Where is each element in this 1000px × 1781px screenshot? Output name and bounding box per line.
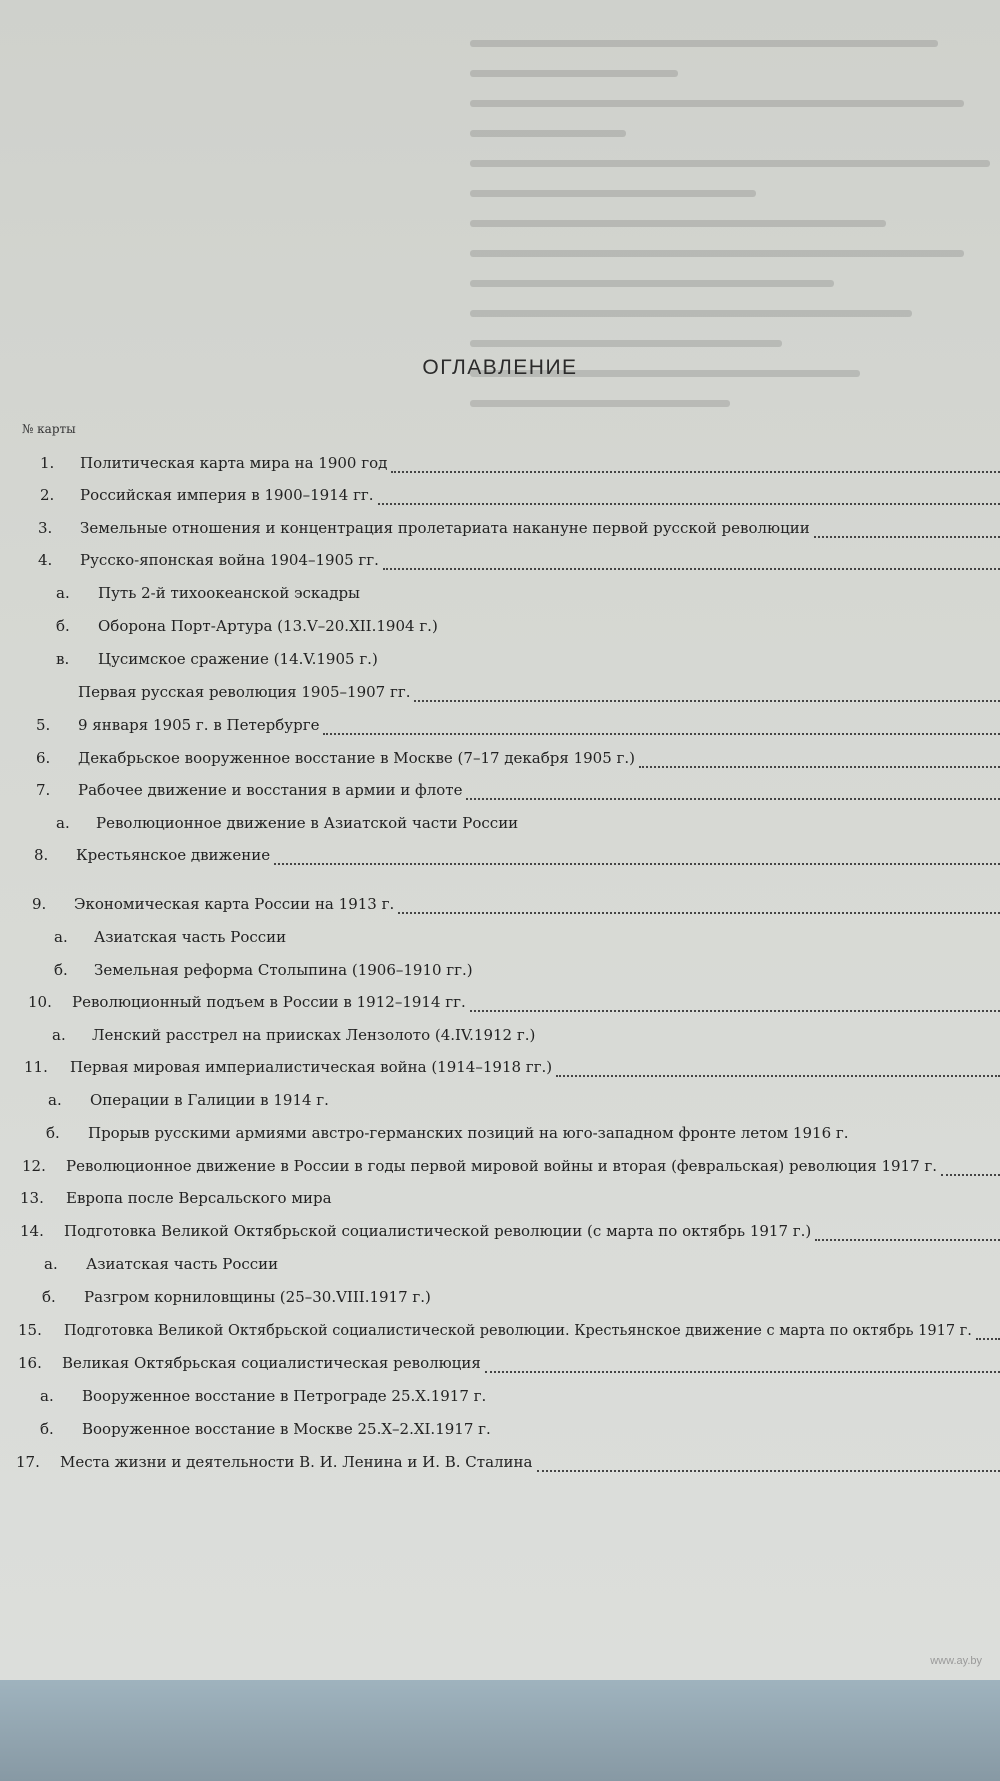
entry-title: Революционное движение в России в годы первой мировой войны и вторая (февральская) революция 1917 г. (66, 1157, 938, 1175)
toc-entry (22, 1157, 1000, 1183)
entry-title: Вооруженное восстание в Москве 25.X–2.XI.1917 г. (82, 1420, 491, 1438)
dot-leader (398, 912, 1000, 914)
entry-title: Крестьянское движение (76, 846, 271, 864)
dot-leader (639, 766, 1000, 768)
entry-number: а. (54, 928, 68, 946)
entry-title: Азиатская часть России (86, 1255, 279, 1273)
entry-title: Русско-японская война 1904–1905 гг. (80, 551, 379, 569)
dot-leader (274, 863, 1000, 865)
toc-entry (56, 650, 1000, 676)
entry-number: 2. (40, 486, 55, 504)
entry-title: Европа после Версальского мира (66, 1189, 332, 1207)
entry-title: Подготовка Великой Октябрьской социалистической революции. Крестьянское движение с марта по октябрь 1917 г. (64, 1323, 972, 1339)
toc-entry (48, 1091, 1000, 1117)
entry-number: б. (54, 961, 68, 979)
entry-number: 4. (38, 551, 53, 569)
toc-entry (38, 519, 1000, 545)
background-surface (0, 1680, 1000, 1781)
entry-number: б. (46, 1124, 60, 1142)
dot-leader (378, 503, 1000, 505)
entry-title: Цусимское сражение (14.V.1905 г.) (98, 650, 378, 668)
entry-title: Вооруженное восстание в Петрограде 25.X.1917 г. (82, 1387, 487, 1405)
dot-leader (556, 1075, 1000, 1077)
toc-entry (28, 993, 1000, 1019)
entry-number: 12. (22, 1157, 46, 1175)
entry-number: 1. (40, 454, 55, 472)
entry-title: Политическая карта мира на 1900 год (80, 454, 388, 472)
entry-number: 15. (18, 1321, 42, 1339)
entry-title: Революционный подъем в России в 1912–1914 гг. (72, 993, 466, 1011)
toc-entry (16, 1453, 1000, 1479)
toc-entry (32, 895, 1000, 921)
dot-leader (383, 568, 1000, 570)
entry-title: Разгром корниловщины (25–30.VIII.1917 г.) (84, 1288, 431, 1306)
entry-title: Подготовка Великой Октябрьской социалистической революции (с марта по октябрь 1917 г.) (64, 1222, 812, 1240)
entry-title: Революционное движение в Азиатской части России (96, 814, 519, 832)
entry-title: Путь 2-й тихоокеанской эскадры (98, 584, 360, 602)
dot-leader (941, 1174, 1000, 1176)
toc-entry (20, 1189, 1000, 1215)
dot-leader (414, 700, 1000, 702)
entry-number: а. (44, 1255, 58, 1273)
entry-number: 5. (36, 716, 51, 734)
toc-entry (40, 486, 1000, 512)
toc-entry (56, 814, 1000, 840)
entry-number: 14. (20, 1222, 44, 1240)
entry-number: а. (40, 1387, 54, 1405)
toc-entry (36, 781, 1000, 807)
dot-leader (814, 536, 1000, 538)
entry-number: 17. (16, 1453, 40, 1471)
dot-leader (391, 471, 1000, 473)
dot-leader (466, 798, 1000, 800)
entry-number: б. (42, 1288, 56, 1306)
show-through-text (470, 40, 990, 460)
dot-leader (976, 1338, 1000, 1340)
entry-title: Места жизни и деятельности В. И. Ленина и И. В. Сталина (60, 1453, 533, 1471)
entry-number: 10. (28, 993, 52, 1011)
entry-title: Азиатская часть России (94, 928, 287, 946)
entry-number: 6. (36, 749, 51, 767)
entry-number: 9. (32, 895, 47, 913)
toc-entry (40, 1420, 1000, 1446)
toc-entry (20, 1222, 1000, 1248)
toc-entry (24, 1058, 1000, 1084)
toc-entry (54, 961, 1000, 987)
toc-entry (36, 716, 1000, 742)
entry-number: а. (56, 584, 70, 602)
entry-number: 11. (24, 1058, 48, 1076)
entry-title: Первая русская революция 1905–1907 гг. (78, 683, 411, 701)
toc-entry (54, 928, 1000, 954)
entry-title: Операции в Галиции в 1914 г. (90, 1091, 329, 1109)
toc-entry (52, 1026, 1000, 1052)
toc-entry (18, 1354, 1000, 1380)
entry-number: 16. (18, 1354, 42, 1372)
toc-entry (42, 1288, 1000, 1314)
entry-number: б. (40, 1420, 54, 1438)
entry-number: в. (56, 650, 70, 668)
toc-entry (40, 454, 1000, 480)
toc-entry (78, 683, 1000, 709)
entry-number: 8. (34, 846, 49, 864)
toc-entry (44, 1255, 1000, 1281)
toc-entry (46, 1124, 1000, 1150)
entry-title: Декабрьское вооруженное восстание в Москве (7–17 декабря 1905 г.) (78, 749, 636, 767)
entry-number: а. (52, 1026, 66, 1044)
entry-title: Оборона Порт-Артура (13.V–20.XII.1904 г.) (98, 617, 438, 635)
entry-title: Прорыв русскими армиями австро-германских позиций на юго-западном фронте летом 1916 г. (88, 1124, 849, 1142)
entry-number: а. (56, 814, 70, 832)
toc-entry (38, 551, 1000, 577)
toc-entry (40, 1387, 1000, 1413)
toc-entry (56, 584, 1000, 610)
toc-entry (34, 846, 1000, 872)
dot-leader (815, 1239, 1000, 1241)
entry-title: Земельные отношения и концентрация пролетариата накануне первой русской революции (80, 519, 810, 537)
entry-title: Первая мировая империалистическая война (1914–1918 гг.) (70, 1058, 553, 1076)
entry-title: Рабочее движение и восстания в армии и флоте (78, 781, 463, 799)
dot-leader (323, 733, 1000, 735)
entry-number: 7. (36, 781, 51, 799)
watermark: www.ay.by (930, 1655, 982, 1667)
map-number-header: № карты (22, 422, 76, 436)
entry-title: Ленский расстрел на приисках Лензолото (4.IV.1912 г.) (92, 1026, 536, 1044)
dot-leader (470, 1010, 1000, 1012)
entry-number: б. (56, 617, 70, 635)
entry-title: Российская империя в 1900–1914 гг. (80, 486, 374, 504)
toc-entry (56, 617, 1000, 643)
entry-title: Экономическая карта России на 1913 г. (74, 895, 395, 913)
entry-number: 3. (38, 519, 53, 537)
entry-title: Великая Октябрьская социалистическая революция (62, 1354, 481, 1372)
entry-title: 9 января 1905 г. в Петербурге (78, 716, 320, 734)
toc-entry (18, 1321, 1000, 1347)
page-title: ОГЛАВЛЕНИЕ (422, 356, 578, 379)
toc-entry (36, 749, 1000, 775)
entry-number: 13. (20, 1189, 44, 1207)
entry-number: а. (48, 1091, 62, 1109)
dot-leader (485, 1371, 1000, 1373)
entry-title: Земельная реформа Столыпина (1906–1910 гг.) (94, 961, 473, 979)
dot-leader (537, 1470, 1000, 1472)
